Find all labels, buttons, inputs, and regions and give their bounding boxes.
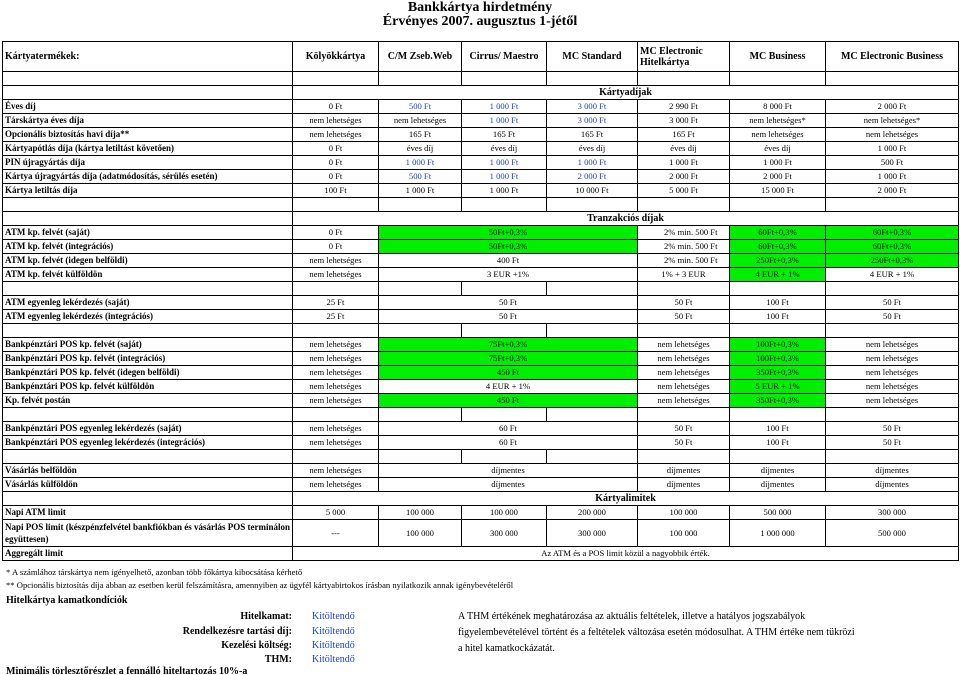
table-row <box>3 547 959 561</box>
cell: 1 000 Ft <box>462 170 547 184</box>
cell: 1 000 Ft <box>462 184 547 198</box>
cell: 75Ft+0,3% <box>379 352 638 366</box>
cell: nem lehetséges <box>730 128 826 142</box>
table-row <box>3 128 959 142</box>
page-title: Bankkártya hirdetmény <box>407 0 553 15</box>
cell: 250Ft+0,3% <box>826 254 959 268</box>
cell: 3 000 Ft <box>547 100 638 114</box>
credit-value: Kitöltendő <box>312 611 355 622</box>
cell: 5 000 <box>293 506 379 520</box>
cell: 0 Ft <box>293 226 379 240</box>
cell: 50 Ft <box>638 422 730 436</box>
cell: 2% min. 500 Ft <box>638 254 730 268</box>
row-label: Kp. felvét postán <box>3 394 293 408</box>
table-row <box>3 100 959 114</box>
section-title-trans: Tranzakciós díjak <box>293 212 959 226</box>
cell: nem lehetséges <box>826 380 959 394</box>
row-label: Vásárlás külföldön <box>3 478 293 492</box>
cell: 100 000 <box>462 506 547 520</box>
table-row <box>3 310 959 324</box>
table-row <box>3 352 959 366</box>
section-title-limits: Kártyalimitek <box>293 492 959 506</box>
cell: 60Ft+0,3% <box>826 226 959 240</box>
table-row <box>3 394 959 408</box>
table-row <box>3 254 959 268</box>
table-row <box>3 226 959 240</box>
cell: nem lehetséges <box>293 352 379 366</box>
table-row <box>3 422 959 436</box>
min-repayment-text: Minimális törlesztőrészlet a fennálló hiteltartozás 10%-a <box>6 666 248 675</box>
cell: 165 Ft <box>462 128 547 142</box>
header-label: Kártyatermékek: <box>3 42 293 72</box>
cell: éves díj <box>638 142 730 156</box>
cell: díjmentes <box>826 478 959 492</box>
cell: 1% + 3 EUR <box>638 268 730 282</box>
cell: nem lehetséges <box>293 114 379 128</box>
cell: díjmentes <box>379 464 638 478</box>
cell: 50 Ft <box>826 310 959 324</box>
cell: nem lehetséges <box>638 338 730 352</box>
row-label: Bankpénztári POS kp. felvét (integrációs) <box>3 352 293 366</box>
cell: 1 000 Ft <box>379 184 462 198</box>
credit-label: Rendelkezésre tartási díj: <box>182 626 292 637</box>
cell: 8 000 Ft <box>730 100 826 114</box>
cell: 500 Ft <box>379 100 462 114</box>
cell: 5 EUR + 1% <box>730 380 826 394</box>
table-row <box>3 506 959 520</box>
cell: díjmentes <box>826 464 959 478</box>
cell: 165 Ft <box>638 128 730 142</box>
section-title-fees: Kártyadíjak <box>293 86 959 100</box>
cell: 25 Ft <box>293 296 379 310</box>
cell: 500 Ft <box>379 170 462 184</box>
cell: 165 Ft <box>379 128 462 142</box>
cell: nem lehetséges <box>826 394 959 408</box>
header-col: Kölyökkártya <box>293 42 379 72</box>
cell: 100 000 <box>379 506 462 520</box>
cell: 0 Ft <box>293 142 379 156</box>
header-col: MC Business <box>730 42 826 72</box>
row-label: Bankpénztári POS egyenleg lekérdezés (saját) <box>3 422 293 436</box>
cell: nem lehetséges <box>826 352 959 366</box>
cell: 1 000 Ft <box>379 156 462 170</box>
cell: nem lehetséges* <box>730 114 826 128</box>
cell: 50 Ft <box>638 310 730 324</box>
cell: 3 000 Ft <box>638 114 730 128</box>
row-label: Bankpénztári POS kp. felvét (idegen belföldi) <box>3 366 293 380</box>
cell: 100Ft+0,3% <box>730 338 826 352</box>
cell: 50 Ft <box>826 296 959 310</box>
row-label: PIN újragyártás díja <box>3 156 293 170</box>
table-row <box>3 296 959 310</box>
header-col: Cirrus/ Maestro <box>462 42 547 72</box>
cell: 350Ft+0,3% <box>730 366 826 380</box>
cell: 1 000 Ft <box>826 170 959 184</box>
cell: nem lehetséges <box>826 366 959 380</box>
cell: 50Ft+0,3% <box>379 240 638 254</box>
cell: éves díj <box>547 142 638 156</box>
row-label: ATM kp. felvét (integrációs) <box>3 240 293 254</box>
cell: 2 000 Ft <box>638 170 730 184</box>
cell: 60Ft+0,3% <box>730 226 826 240</box>
cell: nem lehetséges <box>638 380 730 394</box>
table-row <box>3 338 959 352</box>
cell: 50 Ft <box>826 422 959 436</box>
cell: nem lehetséges <box>826 128 959 142</box>
cell: 3 000 Ft <box>547 114 638 128</box>
cell: 2 000 Ft <box>547 170 638 184</box>
page-subtitle: Érvényes 2007. augusztus 1-jétől <box>382 14 578 29</box>
table-row <box>3 170 959 184</box>
cell: nem lehetséges <box>293 464 379 478</box>
cell: 50 Ft <box>638 296 730 310</box>
cell: 350Ft+0,3% <box>730 394 826 408</box>
cell: nem lehetséges <box>293 254 379 268</box>
header-row <box>3 42 959 72</box>
cell: díjmentes <box>730 478 826 492</box>
credit-label: Hitelkamat: <box>240 611 292 622</box>
cell: 1 000 Ft <box>730 156 826 170</box>
cell: nem lehetséges <box>293 338 379 352</box>
cell: éves díj <box>730 142 826 156</box>
table-row <box>3 240 959 254</box>
table-row <box>3 156 959 170</box>
row-label: Kártya újragyártás díja (adatmódosítás, sérülés esetén) <box>3 170 293 184</box>
cell: nem lehetséges <box>379 114 462 128</box>
cell: 1 000 Ft <box>462 156 547 170</box>
section-header <box>3 212 959 226</box>
cell: 1 000 Ft <box>547 156 638 170</box>
cell: 60Ft+0,3% <box>826 240 959 254</box>
header-col: MC Standard <box>547 42 638 72</box>
header-col: C/M Zseb.Web <box>379 42 462 72</box>
cell: 1 000 Ft <box>462 100 547 114</box>
cell: 50 Ft <box>379 296 638 310</box>
credit-label: Kezelési költség: <box>221 640 292 651</box>
cell: nem lehetséges <box>638 366 730 380</box>
cell: 4 EUR + 1% <box>730 268 826 282</box>
cell: 300 000 <box>462 520 547 547</box>
cell: nem lehetséges <box>638 352 730 366</box>
cell: 2% min. 500 Ft <box>638 240 730 254</box>
cell: nem lehetséges <box>293 268 379 282</box>
cell: 25 Ft <box>293 310 379 324</box>
cell: 1 000 000 <box>730 520 826 547</box>
cell: 2 000 Ft <box>826 184 959 198</box>
cell: nem lehetséges <box>293 128 379 142</box>
header-col: MC Electronic Hitelkártya <box>638 42 730 72</box>
cell: díjmentes <box>730 464 826 478</box>
cell: 100 Ft <box>730 310 826 324</box>
table-row <box>3 520 959 547</box>
cell: 2 000 Ft <box>826 100 959 114</box>
cell: --- <box>293 520 379 547</box>
cell: 60 Ft <box>379 436 638 450</box>
cell: 4 EUR + 1% <box>379 380 638 394</box>
cell: 100 Ft <box>730 436 826 450</box>
cell: nem lehetséges <box>826 338 959 352</box>
credit-label: THM: <box>264 654 292 665</box>
cell: 50Ft+0,3% <box>379 226 638 240</box>
cell: 60 Ft <box>379 422 638 436</box>
cell: éves díj <box>379 142 462 156</box>
cell: 50 Ft <box>638 436 730 450</box>
credit-value: Kitöltendő <box>312 626 355 637</box>
cell: 300 000 <box>826 506 959 520</box>
footnote-2: ** Opcionális biztosítás díja abban az esetben kerül felszámításra, amennyiben az ügyfél kártyabirtokos írásban nyilatkozik annak igénybevételéről <box>6 580 514 590</box>
row-label: Társkártya éves díja <box>3 114 293 128</box>
card-fee-table <box>2 41 959 561</box>
credit-heading: Hitelkártya kamatkondíciók <box>6 595 128 606</box>
table-row <box>3 184 959 198</box>
table-row <box>3 142 959 156</box>
cell: 100 000 <box>638 506 730 520</box>
table-row <box>3 464 959 478</box>
row-label: Kártyapótlás díja (kártya letiltást követően) <box>3 142 293 156</box>
cell: 100 000 <box>638 520 730 547</box>
credit-value: Kitöltendő <box>312 654 355 665</box>
table-row <box>3 268 959 282</box>
footnote-1: * A számlához társkártya nem igényelhető, azonban több főkártya kibocsátása kérhető <box>6 567 303 577</box>
cell: 50 Ft <box>826 436 959 450</box>
cell: 100Ft+0,3% <box>730 352 826 366</box>
cell: 100 Ft <box>730 296 826 310</box>
row-label: ATM kp. felvét (saját) <box>3 226 293 240</box>
table-row <box>3 114 959 128</box>
section-header <box>3 492 959 506</box>
cell: nem lehetséges <box>293 436 379 450</box>
cell: 300 000 <box>547 520 638 547</box>
cell: nem lehetséges <box>293 366 379 380</box>
table-row <box>3 478 959 492</box>
cell: 400 Ft <box>379 254 638 268</box>
cell: 100 000 <box>379 520 462 547</box>
cell: 0 Ft <box>293 100 379 114</box>
cell: 250Ft+0,3% <box>730 254 826 268</box>
cell: 500 Ft <box>826 156 959 170</box>
row-label: Bankpénztári POS egyenleg lekérdezés (integrációs) <box>3 436 293 450</box>
row-label: Opcionális biztosítás havi díja** <box>3 128 293 142</box>
cell: 2 000 Ft <box>730 170 826 184</box>
cell: Az ATM és a POS limit közül a nagyobbik érték. <box>293 547 959 561</box>
cell: 3 EUR +1% <box>379 268 638 282</box>
row-label: Bankpénztári POS kp. felvét külföldön <box>3 380 293 394</box>
row-label: Éves díj <box>3 100 293 114</box>
cell: nem lehetséges <box>293 394 379 408</box>
cell: 2 990 Ft <box>638 100 730 114</box>
cell: nem lehetséges <box>293 422 379 436</box>
cell: 10 000 Ft <box>547 184 638 198</box>
thm-paragraph: A THM értékének meghatározása az aktuális feltételek, illetve a hatályos jogszabályok figyelembevételével történt és a feltételek változása esetén módosulhat. A THM értéke nem tükrözi a hitel kamatkockázatát. <box>458 611 855 654</box>
cell: díjmentes <box>638 464 730 478</box>
cell: 60Ft+0,3% <box>730 240 826 254</box>
header-col: MC Electronic Business <box>826 42 959 72</box>
cell: nem lehetséges* <box>826 114 959 128</box>
cell: 1 000 Ft <box>462 114 547 128</box>
row-label: Aggregált limit <box>3 547 293 561</box>
cell: 50 Ft <box>379 310 638 324</box>
cell: 450 Ft <box>379 394 638 408</box>
row-label: Bankpénztári POS kp. felvét (saját) <box>3 338 293 352</box>
cell: 200 000 <box>547 506 638 520</box>
cell: 165 Ft <box>547 128 638 142</box>
cell: 100 Ft <box>293 184 379 198</box>
cell: 2% min. 500 Ft <box>638 226 730 240</box>
cell: 500 000 <box>730 506 826 520</box>
cell: 1 000 Ft <box>826 142 959 156</box>
cell: 5 000 Ft <box>638 184 730 198</box>
cell: nem lehetséges <box>293 380 379 394</box>
credit-value: Kitöltendő <box>312 640 355 651</box>
table-row <box>3 436 959 450</box>
cell: nem lehetséges <box>638 394 730 408</box>
cell: 100 Ft <box>730 422 826 436</box>
cell: díjmentes <box>379 478 638 492</box>
cell: 0 Ft <box>293 170 379 184</box>
cell: éves díj <box>462 142 547 156</box>
row-label: ATM kp. felvét (idegen belföldi) <box>3 254 293 268</box>
row-label: ATM egyenleg lekérdezés (integrációs) <box>3 310 293 324</box>
row-label: Vásárlás belföldön <box>3 464 293 478</box>
cell: 75Ft+0,3% <box>379 338 638 352</box>
cell: 1 000 Ft <box>638 156 730 170</box>
row-label: Kártya letiltás díja <box>3 184 293 198</box>
cell: 450 Ft <box>379 366 638 380</box>
cell: 0 Ft <box>293 240 379 254</box>
cell: 4 EUR + 1% <box>826 268 959 282</box>
row-label: ATM egyenleg lekérdezés (saját) <box>3 296 293 310</box>
section-header <box>3 86 959 100</box>
cell: 500 000 <box>826 520 959 547</box>
row-label: ATM kp. felvét külföldön <box>3 268 293 282</box>
cell: 15 000 Ft <box>730 184 826 198</box>
cell: nem lehetséges <box>293 478 379 492</box>
cell: díjmentes <box>638 478 730 492</box>
row-label: Napi POS limit (készpénzfelvétel bankfiókban és vásárlás POS terminálon együttesen) <box>3 520 293 547</box>
cell: 0 Ft <box>293 156 379 170</box>
row-label: Napi ATM limit <box>3 506 293 520</box>
table-row <box>3 380 959 394</box>
table-row <box>3 366 959 380</box>
